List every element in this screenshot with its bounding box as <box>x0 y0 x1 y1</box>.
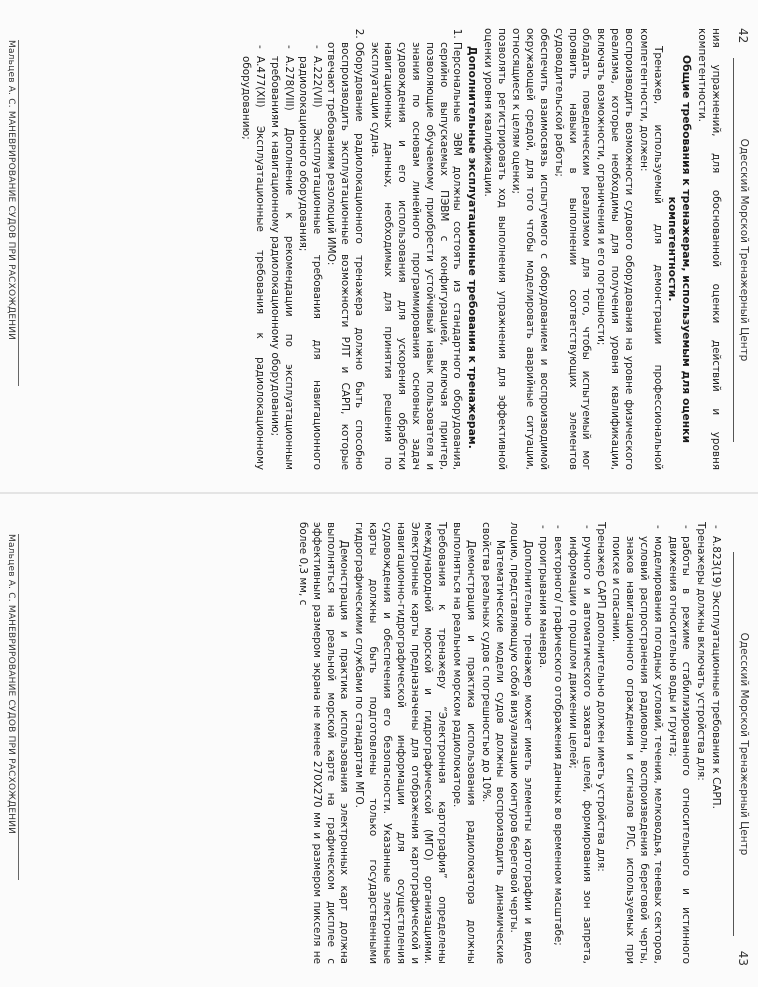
list-item: - А.823(19) Эксплуатационные требования к САРП. <box>708 536 722 964</box>
page-43 <box>0 494 758 986</box>
page-body <box>24 28 722 470</box>
paragraph-intro: ния упражнений, для обоснованной оценки действий и уровня компетентности. <box>696 28 722 470</box>
page-footer <box>6 40 19 472</box>
paragraph: воспроизводить возможности судового оборудования на уровне физического реализма, которые необходимы для получения уровня квалификации, включать возможности, ограничения и его погрешности; <box>595 28 635 470</box>
footer-text: Мальцев А. С. МАНЕВРИРОВАНИЕ СУДОВ ПРИ РАСХОЖДЕНИИ <box>6 534 16 835</box>
paragraph: Демонстрация и практика использования электронных карт должна выполняться на реальной морской карте на графическом дисплее с эффективным размером экрана не менее 270Х270 мм и размером пикселя не более 0,3 мм, с <box>296 522 351 964</box>
section-heading-extra: Дополнительные эксплуатационные требования к тренажерам. <box>465 46 479 449</box>
dash-list <box>708 522 722 964</box>
list-item: - А.222(VII) Эксплуатационные требования для навигационного радиолокационного оборудования; <box>296 56 324 470</box>
list-item: - проигрывания маневра. <box>535 536 549 964</box>
paragraph: Тренажер САРП дополнительно должен иметь устройства для: <box>595 522 608 872</box>
page-42 <box>0 0 758 492</box>
header-rule <box>733 58 734 442</box>
paragraph: Тренажеры должны включать устройства для: <box>695 522 708 781</box>
paragraph: Дополнительно тренажер может иметь элементы картографии и видео лоцию, представляющую собой визуализацию контуров береговой черты. <box>508 522 535 964</box>
paragraph: Требования к тренажеру “Электронная картография” определены международной морской и гидрографической (МГО) организациями. Электронные карты предназначены для отображения картографической и навигационно-гидрографической информации для осуществления судовождения и обеспечения его безопасности. Указанные электронные карты должны быть подготовлены только государственными гидрографическими службами по стандартам МГО. <box>353 522 449 964</box>
page-number: 43 <box>736 950 750 966</box>
footer-text: Мальцев А. С. МАНЕВРИРОВАНИЕ СУДОВ ПРИ РАСХОЖДЕНИИ <box>6 40 16 341</box>
footer-rule <box>18 534 19 880</box>
paragraph: Демонстрация и практика использования радиолокатора должны выполняться на реальном морском радиолокаторе. <box>451 522 477 964</box>
page-body <box>24 522 722 964</box>
paragraph: позволять регистрировать ход выполнения упражнения для эффективной оценки уровня квалификации. <box>481 28 508 470</box>
page-footer <box>6 534 19 966</box>
list-item-text: Оборудование радиолокационного тренажера должно быть способно воспроизводить эксплуатационные возможности РЛТ и САРП, которые отвечают требованиям резолюций ИМО: <box>325 42 365 470</box>
paragraph: Тренажер, используемый для демонстрации профессиональной компетентности, должен: <box>637 28 664 470</box>
dash-list <box>535 522 592 964</box>
page-header <box>728 28 750 472</box>
list-item-2 <box>238 42 364 470</box>
section-heading-general: Общие требования к тренажерам, используемым для оценки компетентности. <box>665 54 694 444</box>
list-item: - А.278(VIII) Дополнение к рекомендации по эксплуатационным требованиям к навигационному радиолокационному оборудованию; <box>267 56 295 470</box>
list-item: - моделирования погодных условий, течения, мелководья, теневых секторов, условий распространения радиоволн, воспроизведения береговой черты, знаков навигационного ограждения и сигналов РЛС, используемых при поиске и спасании. <box>608 536 663 964</box>
list-item: - А.477(XII) Эксплуатационные требования к радиолокационному оборудованию; <box>238 56 266 470</box>
header-rule <box>733 552 734 936</box>
list-item: - векторного/ графического отображения данных во временном масштабе; <box>550 536 564 964</box>
page-number: 42 <box>736 28 750 44</box>
page-header <box>728 522 750 966</box>
list-item: - ручного и автоматического захвата целей, формирования зон запрета, информации о прошлом движении целей; <box>565 536 593 964</box>
footer-rule <box>18 40 19 386</box>
dash-list <box>238 42 323 470</box>
paragraph: обеспечить взаимосвязь испытуемого с оборудованием и воспроизводимой окружающей средой, для того чтобы моделировать аварийные ситуации, относящиеся к целям оценки; <box>510 28 550 470</box>
list-item-text: Персональные ЭВМ должны состоять из стандартного оборудования, серийно выпускаемых ПЭВМ с конфигурацией, включая принтер, позволяющие обучаемому приобрести устойчивый навык пользователя и знания по основам линейного программирования основных задач судовождения и его использования для ускорения обработки навигационных данных, необходимых для принятия решения по эксплуатации судна. <box>368 42 464 470</box>
list-item: - работы в режиме стабилизированного относительного и истинного движения относительно воды и грунта; <box>665 536 693 964</box>
paragraph: Математические модели судов должны воспроизводить динамические свойства реальных судов с погрешностью до 10%. <box>479 522 506 964</box>
running-title: Одесский Морской Тренажерный Центр <box>738 632 750 856</box>
dash-list <box>608 522 692 964</box>
list-item-1 <box>367 42 464 470</box>
numbered-list <box>238 28 463 470</box>
paragraph: обладать поведенческим реализмом для того, чтобы испытуемый мог проявить навыки в выполнении соответствующих элементов судоводительской работы; <box>552 28 593 470</box>
running-title: Одесский Морской Тренажерный Центр <box>738 138 750 362</box>
